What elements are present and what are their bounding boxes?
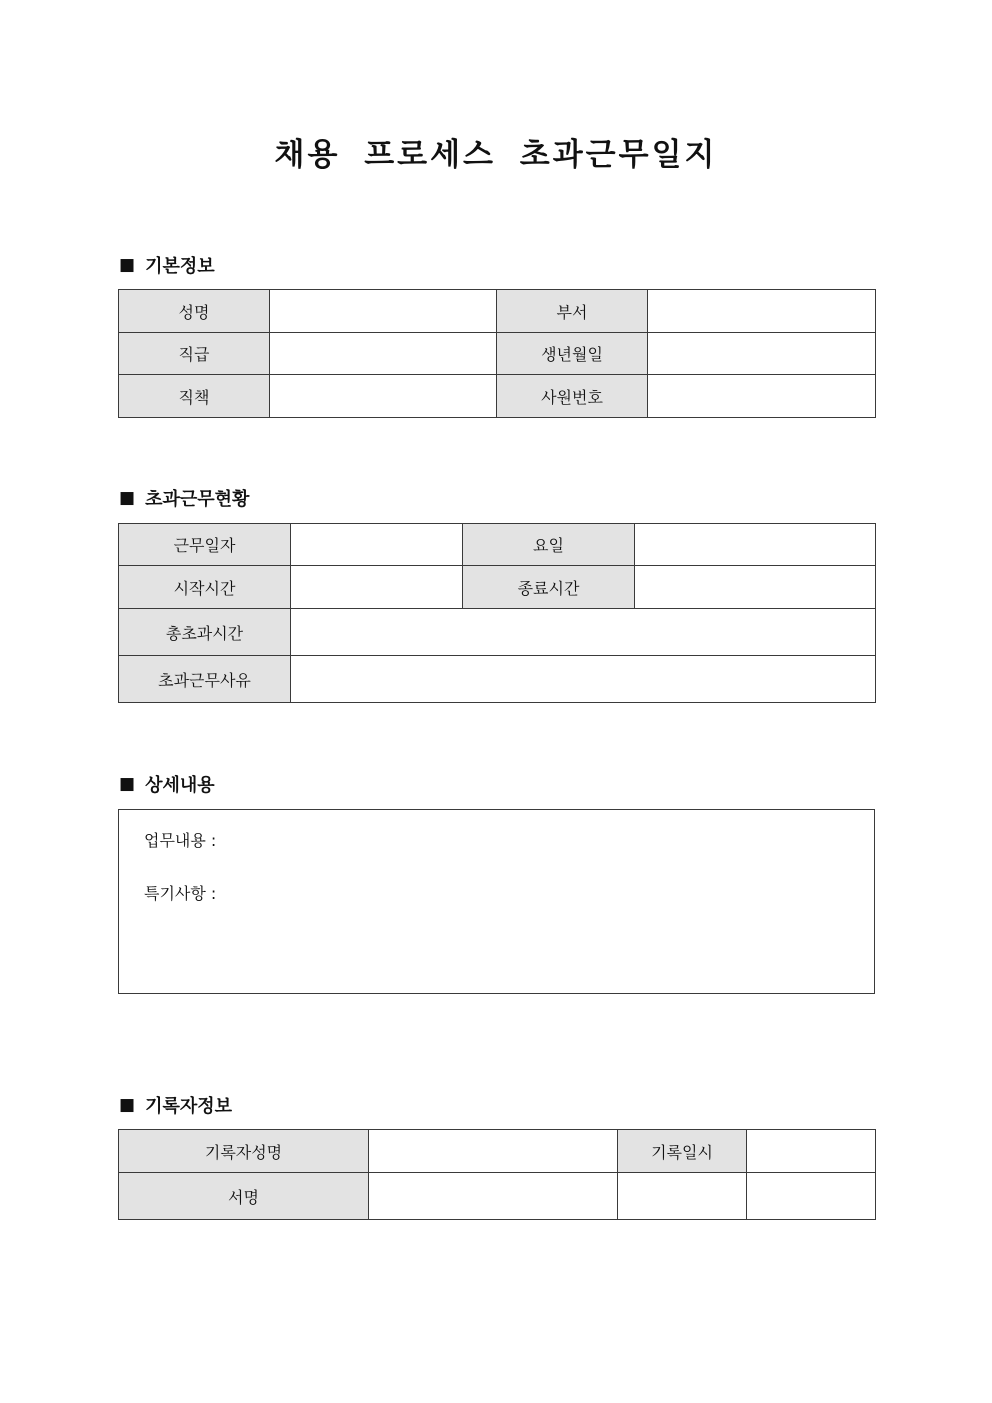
total-overtime-field[interactable]	[291, 609, 876, 656]
weekday-label: 요일	[463, 524, 635, 566]
end-time-field[interactable]	[635, 566, 876, 609]
rank-label: 직급	[119, 333, 270, 375]
blank-cell[interactable]	[618, 1173, 747, 1220]
table-row	[119, 1173, 876, 1220]
table-row	[119, 524, 876, 566]
employee-number-label: 사원번호	[497, 375, 648, 418]
section-title: 기록자정보	[145, 1096, 233, 1117]
total-overtime-label: 총초과시간	[119, 609, 291, 656]
square-bullet-icon: ■	[119, 1095, 136, 1115]
name-label: 성명	[119, 290, 270, 333]
rank-field[interactable]	[270, 333, 497, 375]
employee-number-field[interactable]	[648, 375, 876, 418]
department-field[interactable]	[648, 290, 876, 333]
table-row	[119, 375, 876, 418]
table-row	[119, 609, 876, 656]
special-notes-label: 특기사항 :	[144, 884, 217, 903]
work-content-label: 업무내용 :	[144, 831, 217, 850]
work-date-field[interactable]	[291, 524, 463, 566]
square-bullet-icon: ■	[119, 488, 136, 508]
recorder-name-field[interactable]	[369, 1130, 618, 1173]
section-title: 상세내용	[145, 775, 215, 796]
table-row	[119, 1130, 876, 1173]
section-title: 초과근무현황	[145, 489, 250, 510]
signature-field[interactable]	[369, 1173, 618, 1220]
section-heading-details	[119, 772, 215, 796]
start-time-label: 시작시간	[119, 566, 291, 609]
section-heading-overtime-status	[119, 486, 249, 510]
overtime-reason-field[interactable]	[291, 656, 876, 703]
birthdate-label: 생년월일	[497, 333, 648, 375]
name-field[interactable]	[270, 290, 497, 333]
record-datetime-label: 기록일시	[618, 1130, 747, 1173]
department-label: 부서	[497, 290, 648, 333]
table-row	[119, 566, 876, 609]
details-box[interactable]	[118, 809, 875, 994]
blank-cell[interactable]	[747, 1173, 876, 1220]
record-datetime-field[interactable]	[747, 1130, 876, 1173]
basic-info-table	[118, 289, 876, 418]
position-field[interactable]	[270, 375, 497, 418]
signature-label: 서명	[119, 1173, 369, 1220]
weekday-field[interactable]	[635, 524, 876, 566]
work-date-label: 근무일자	[119, 524, 291, 566]
overtime-status-table	[118, 523, 876, 703]
document-title: 채용 프로세스 초과근무일지	[274, 137, 718, 173]
recorder-name-label: 기록자성명	[119, 1130, 369, 1173]
table-row	[119, 656, 876, 703]
birthdate-field[interactable]	[648, 333, 876, 375]
square-bullet-icon: ■	[119, 774, 136, 794]
end-time-label: 종료시간	[463, 566, 635, 609]
square-bullet-icon: ■	[119, 255, 136, 275]
position-label: 직책	[119, 375, 270, 418]
table-row	[119, 290, 876, 333]
table-row	[119, 333, 876, 375]
section-heading-basic-info	[119, 253, 215, 277]
start-time-field[interactable]	[291, 566, 463, 609]
overtime-reason-label: 초과근무사유	[119, 656, 291, 703]
section-title: 기본정보	[145, 256, 215, 277]
recorder-info-table	[118, 1129, 876, 1220]
section-heading-recorder-info	[119, 1093, 232, 1117]
